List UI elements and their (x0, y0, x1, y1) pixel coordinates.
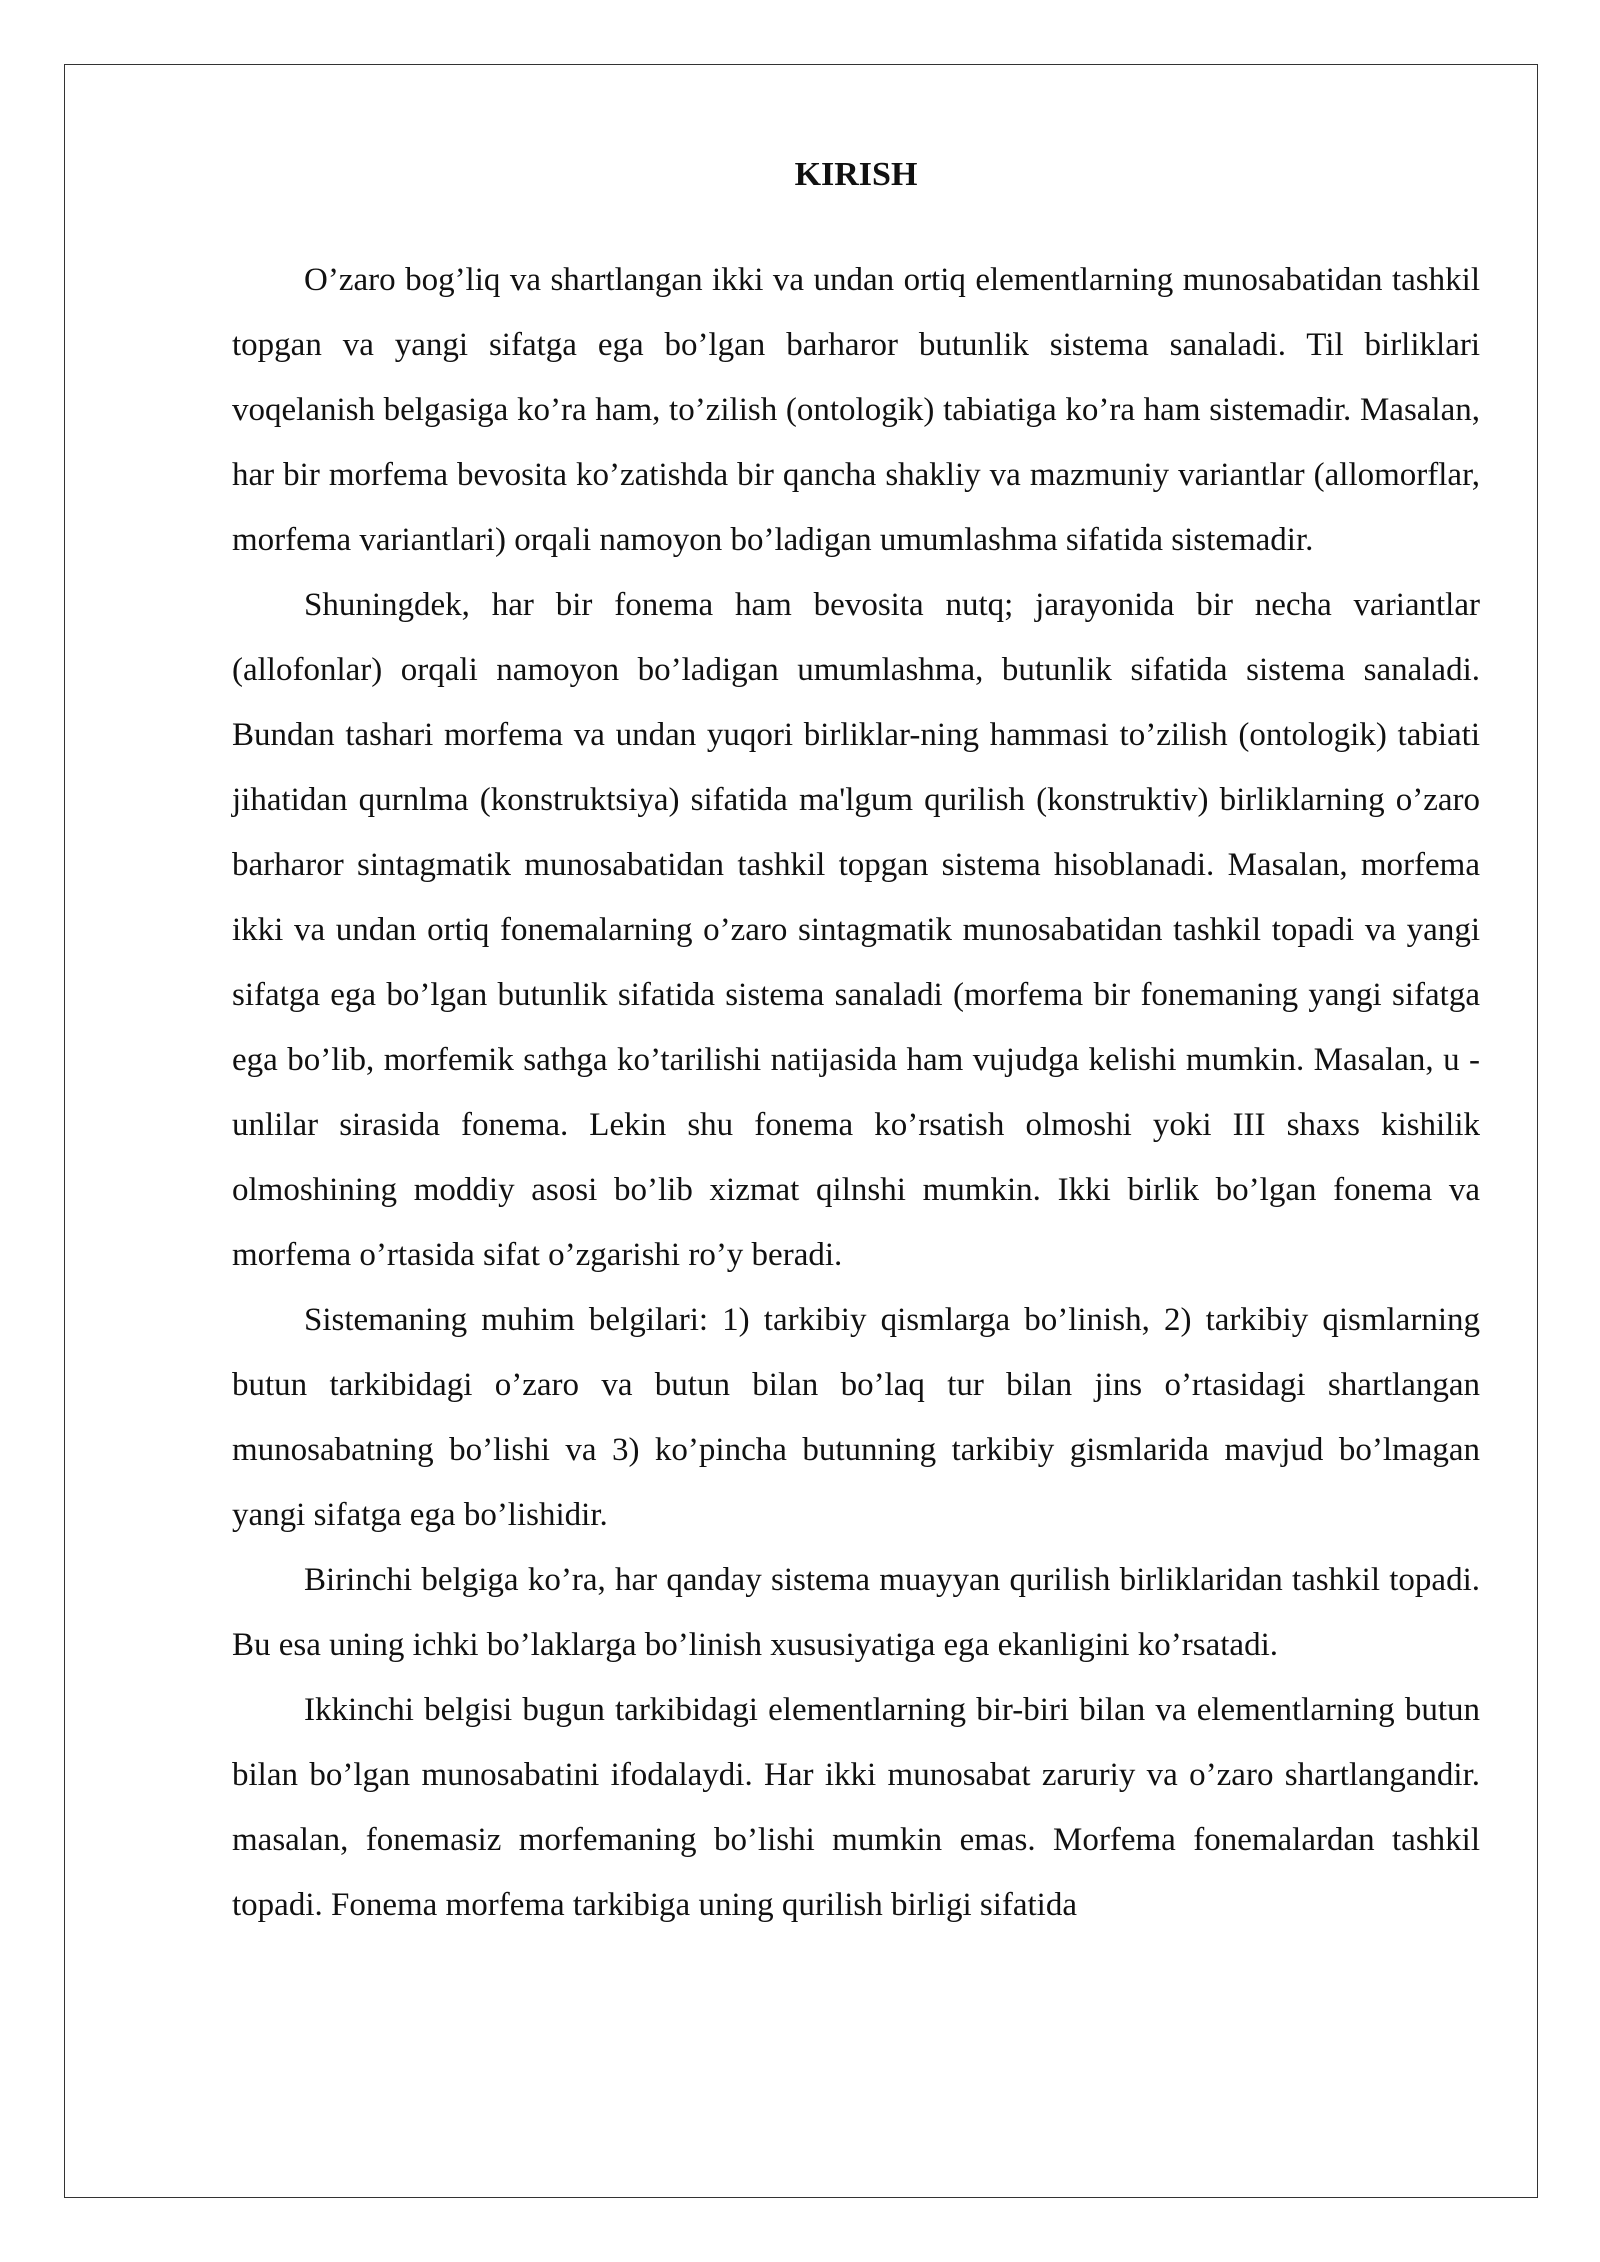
paragraph-3: Sistemaning muhim belgilari: 1) tarkibiy qismlarga bo’linish, 2) tarkibiy qismlarning butun tarkibidagi o’zaro va butun bilan bo’laq tur bilan jins o’rtasidagi shartlangan munosabatning bo’lishi va 3) ko’pincha butunning tarkibiy gismlarida mavjud bo’lmagan yangi sifatga ega bo’lishidir. (232, 1302, 1480, 1533)
paragraph-4: Birinchi belgiga ko’ra, har qanday sistema muayyan qurilish birliklaridan tashkil topadi. Bu esa uning ichki bo’laklarga bo’linish xususiyatiga ega ekanligini ko’rsatadi. (232, 1562, 1480, 1663)
paragraph-1: O’zaro bog’liq va shartlangan ikki va undan ortiq elementlarning munosabatidan tashkil topgan va yangi sifatga ega bo’lgan barharor butunlik sistema sanaladi. Til birliklari voqelanish belgasiga ko’ra ham, to’zilish (ontologik) tabiatiga ko’ra ham sistemadir. Masalan, har bir morfema bevosita ko’zatishda bir qancha shakliy va mazmuniy variantlar (allomorflar, morfema variantlari) orqali namoyon bo’ladigan umumlashma sifatida sistemadir. (232, 262, 1480, 558)
paragraph-5: Ikkinchi belgisi bugun tarkibidagi elementlarning bir-biri bilan va elementlarning butun bilan bo’lgan munosabatini ifodalaydi. Har ikki munosabat zaruriy va o’zaro shartlangandir. masalan, fonemasiz morfemaning bo’lishi mumkin emas. Morfema fonemalardan tashkil topadi. Fonema morfema tarkibiga uning qurilish birligi sifatida (232, 1692, 1480, 1923)
page-title: KIRISH (794, 156, 918, 193)
document-body (232, 145, 1480, 1938)
paragraph-2: Shuningdek, har bir fonema ham bevosita nutq; jarayonida bir necha variantlar (allofonlar) orqali namoyon bo’ladigan umumlashma, butunlik sifatida sistema sanaladi. Bundan tashari morfema va undan yuqori birliklar-ning hammasi to’zilish (ontologik) tabiati jihatidan qurnlma (konstruktsiya) sifatida ma'lgum qurilish (konstruktiv) birliklarning o’zaro barharor sintagmatik munosabatidan tashkil topgan sistema hisoblanadi. Masalan, morfema ikki va undan ortiq fonemalarning o’zaro sintagmatik munosabatidan tashkil topadi va yangi sifatga ega bo’lgan butunlik sifatida sistema sanaladi (morfema bir fonemaning yangi sifatga ega bo’lib, morfemik sathga ko’tarilishi natijasida ham vujudga kelishi mumkin. Masalan, u - unlilar sirasida fonema. Lekin shu fonema ko’rsatish olmoshi yoki III shaxs kishilik olmoshining moddiy asosi bo’lib xizmat qilnshi mumkin. Ikki birlik bo’lgan fonema va morfema o’rtasida sifat o’zgarishi ro’y beradi. (232, 587, 1480, 1273)
